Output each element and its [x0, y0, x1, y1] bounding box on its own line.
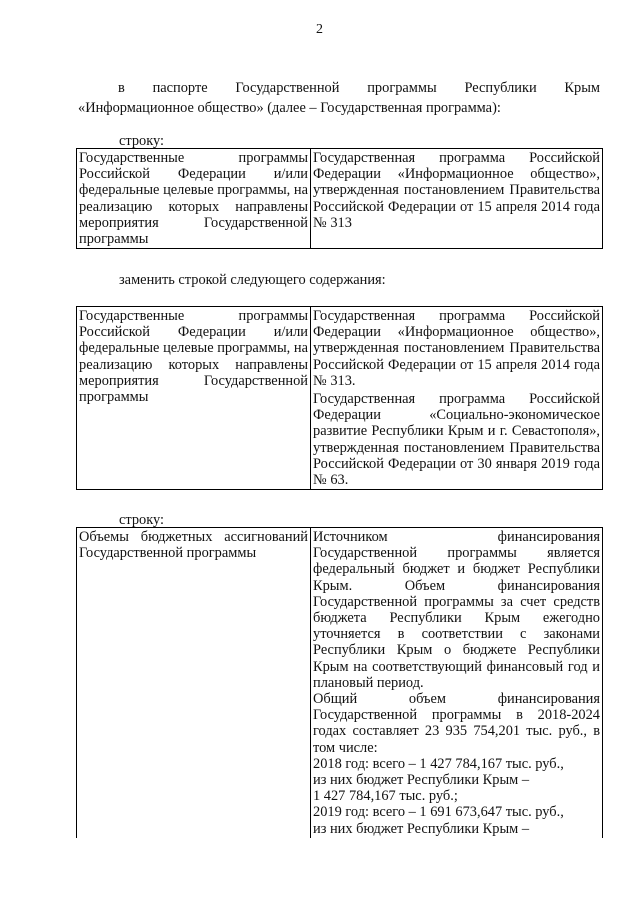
- table-row: [77, 307, 603, 490]
- cell-text: Объемы бюджетных ассигнований Государственной программы: [79, 529, 308, 562]
- year-line: 2019 год: всего – 1 691 673,647 тыс. руб.,: [313, 804, 564, 821]
- section1-lead: строку:: [119, 133, 165, 149]
- section2-table: [76, 306, 603, 490]
- intro-line-1: в паспорте Государственной программы Республики Крым: [118, 80, 600, 96]
- year-line: из них бюджет Республики Крым –: [313, 772, 530, 789]
- section2-left-cell: [77, 307, 311, 490]
- section2-right-cell: [311, 307, 603, 490]
- section1-table: [76, 148, 603, 249]
- table-row: [77, 528, 603, 838]
- section3-right-cell: [311, 528, 603, 838]
- section3-table: [76, 527, 603, 838]
- cell-text: Источником финансирования Государственной программы является федеральный бюджет и бюджет Республики Крым. Объем финансирования Государственной программы за счет средств бюджета Республики Крым ежегодно уточняется в соответствии с законами Республики Крым о бюджете Республики Крым на соответствующий финансовый год и плановый период.: [313, 529, 600, 691]
- year-line: 1 427 784,167 тыс. руб.;: [313, 788, 458, 805]
- cell-text: Государственная программа Российской Федерации «Социально-экономическое развитие Республики Крым и г. Севастополя», утвержденная постановлением Правительства Российской Федерации от 30 января 2019 года № 63.: [313, 391, 600, 489]
- section1-left-cell: [77, 149, 311, 249]
- table-row: [77, 149, 603, 249]
- section3-lead: строку:: [119, 512, 165, 528]
- section1-right-cell: [311, 149, 603, 249]
- section3-left-cell: [77, 528, 311, 838]
- cell-text: Государственная программа Российской Федерации «Информационное общество», утвержденная постановлением Правительства Российской Федерации от 15 апреля 2014 года № 313.: [313, 308, 600, 389]
- page-number: 2: [316, 22, 323, 37]
- year-line: 2018 год: всего – 1 427 784,167 тыс. руб.,: [313, 755, 564, 772]
- intro-line-2: «Информационное общество» (далее – Государственная программа):: [78, 100, 501, 116]
- year-line: из них бюджет Республики Крым –: [313, 820, 530, 837]
- cell-text: Общий объем финансирования Государственной программы в 2018-2024 годах составляет 23 935 754,201 тыс. руб., в том числе:: [313, 691, 600, 756]
- section2-lead: заменить строкой следующего содержания:: [119, 272, 386, 288]
- cell-text: Государственная программа Российской Федерации «Информационное общество», утвержденная постановлением Правительства Российской Федерации от 15 апреля 2014 года № 313: [313, 150, 600, 231]
- cell-text: Государственные программы Российской Федерации и/или федеральные целевые программы, на реализацию которых направлены мероприятия Государственной программы: [79, 308, 308, 406]
- intro-paragraph: [78, 78, 600, 118]
- cell-text: Государственные программы Российской Федерации и/или федеральные целевые программы, на реализацию которых направлены мероприятия Государственной программы: [79, 150, 308, 248]
